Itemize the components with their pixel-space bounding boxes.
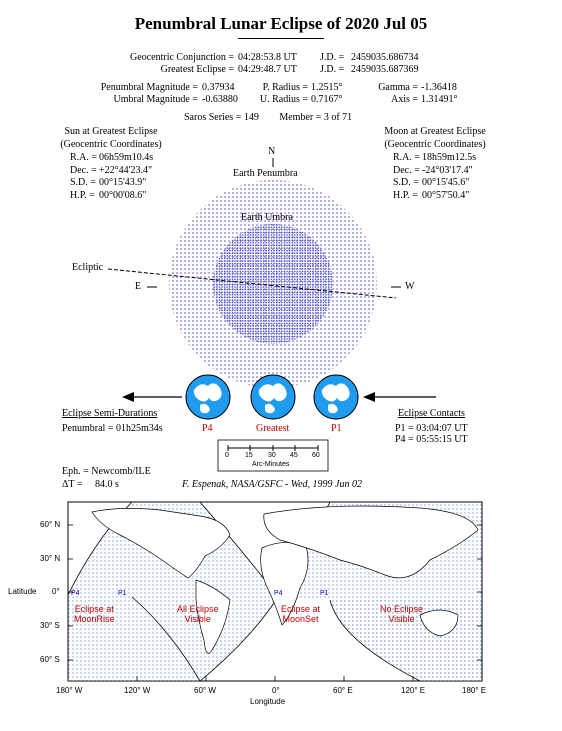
moon-hp: 00°57'50.4" [422, 189, 470, 201]
lon-tick-0: 0° [272, 686, 280, 695]
west-label: W [405, 281, 415, 292]
ecliptic-label: Ecliptic [72, 262, 104, 273]
zone-moonset-line2: MoonSet [282, 614, 319, 624]
delta-t-line [62, 479, 119, 491]
zone-all-line2: Visible [184, 614, 211, 624]
p4-label: P4 = [395, 434, 414, 445]
earth-umbra-disk [213, 224, 333, 344]
east-label: E [135, 281, 142, 292]
sun-hp: 00°00'08.6" [99, 189, 147, 201]
p-radius-value: 1.2515° [311, 82, 343, 93]
credit-line: F. Espenak, NASA/GSFC - Wed, 1999 Jun 02 [182, 479, 362, 490]
lon-tick-120w: 120° W [124, 686, 151, 695]
lon-tick-60e: 60° E [333, 686, 353, 695]
moon-subheading: (Geocentric Coordinates) [384, 138, 486, 150]
zone-no-eclipse [380, 604, 423, 624]
map-mark-p4-west: P4 [71, 590, 80, 597]
jd2-label: J.D. = [320, 64, 345, 75]
penumbra-label: Earth Penumbra [233, 168, 298, 179]
p-radius-label: P. Radius = [262, 82, 308, 93]
geo-conj-label: Geocentric Conjunction = [130, 52, 234, 63]
gamma-label: Gamma = [378, 82, 418, 93]
moon-heading: Moon at Greatest Eclipse [384, 126, 486, 137]
map-mark-p4-east: P4 [274, 590, 283, 597]
sun-hp-label: H.P. = [70, 189, 95, 201]
jd1-value: 2459035.686734 [351, 52, 419, 63]
lat-tick-0: 0° [52, 587, 60, 596]
moon-hp-label: H.P. = [393, 189, 418, 201]
scale-tick-45: 45 [290, 452, 298, 459]
moon-label-p1: P1 [331, 423, 342, 434]
north-label: N [268, 146, 276, 157]
contacts-heading: Eclipse Contacts [398, 408, 465, 419]
umb-mag-value: -0.63880 [202, 94, 238, 105]
axis-label: Axis = [390, 94, 418, 105]
zone-none-line1: No Eclipse [380, 604, 424, 614]
geo-conj-time: 04:28:53.8 UT [238, 52, 297, 63]
zone-none-line2: Visible [388, 614, 415, 624]
scale-label: Arc-Minutes [252, 461, 290, 468]
zone-moonrise-line1: Eclipse at [74, 604, 114, 614]
moon-ra-label: R.A. = [393, 152, 421, 163]
ephemeris-line [62, 466, 151, 478]
semi-durations-line [62, 423, 163, 435]
lat-tick-60n: 60° N [40, 520, 61, 529]
gamma-value: -1.36418 [421, 82, 457, 93]
lat-tick-30s: 30° S [40, 621, 60, 630]
axis-value: 1.31491° [421, 94, 458, 105]
pen-duration-value: 01h25m34s [115, 423, 163, 434]
moon-ra: 18h59m12.5s [422, 152, 477, 163]
left-arrow [122, 392, 182, 402]
zone-moonset-line1: Eclipse at [281, 604, 321, 614]
jd2-value: 2459035.687369 [351, 64, 419, 75]
pen-mag-value: 0.37934 [202, 82, 235, 93]
scale-tick-0: 0 [225, 452, 229, 459]
saros-label: Saros Series = [184, 112, 242, 123]
map-xlabel: Longitude [250, 697, 286, 706]
moon-p1 [314, 375, 358, 419]
jd1-label: J.D. = [320, 52, 345, 63]
moon-dec-label: Dec. = [393, 164, 420, 176]
zone-all-visible [177, 604, 219, 624]
sun-subheading: (Geocentric Coordinates) [60, 138, 162, 150]
map-mark-p1-east: P1 [320, 590, 329, 597]
scale-tick-15: 15 [245, 452, 253, 459]
map-ylabel: Latitude [8, 587, 37, 596]
p4-value: 05:55:15 UT [416, 434, 468, 445]
right-arrow [363, 392, 436, 402]
member-label: Member = [279, 112, 322, 123]
u-radius-value: 0.7167° [311, 94, 343, 105]
scale-tick-60: 60 [312, 452, 320, 459]
lon-tick-60w: 60° W [194, 686, 216, 695]
lon-tick-180e: 180° E [462, 686, 487, 695]
zone-all-line1: All Eclipse [177, 604, 219, 614]
page-title: Penumbral Lunar Eclipse of 2020 Jul 05 [134, 14, 428, 33]
zone-moonrise [74, 604, 115, 624]
moon-label-p4: P4 [202, 423, 213, 434]
moon-sd-label: S.D. = [393, 177, 419, 188]
sun-sd: 00°15'43.9" [99, 177, 147, 188]
delta-t-label: ΔT = [62, 479, 83, 490]
p1-value: 03:04:07 UT [416, 423, 468, 434]
pen-duration-label: Penumbral = [62, 423, 114, 434]
umb-mag-label: Umbral Magnitude = [113, 94, 198, 105]
zone-moonset [281, 604, 320, 624]
zone-moonrise-line2: MoonRise [74, 614, 115, 624]
pen-mag-label: Penumbral Magnitude = [100, 82, 198, 93]
p1-label: P1 = [395, 423, 414, 434]
sun-heading: Sun at Greatest Eclipse [64, 126, 158, 137]
lon-tick-120e: 120° E [401, 686, 426, 695]
delta-t-value: 84.0 s [95, 479, 119, 490]
scale-tick-30: 30 [268, 452, 276, 459]
eph-value: Newcomb/ILE [91, 466, 151, 477]
semi-durations-heading: Eclipse Semi-Durations [62, 408, 158, 419]
map-mark-p1-west: P1 [118, 590, 127, 597]
greatest-label: Greatest Eclipse = [160, 64, 234, 75]
member-value: 3 of 71 [323, 112, 353, 123]
u-radius-label: U. Radius = [259, 94, 308, 105]
sun-dec: +22°44'23.4" [99, 164, 153, 176]
sun-dec-label: Dec. = [70, 164, 97, 176]
moon-dec: -24°03'17.4" [422, 164, 473, 176]
lat-tick-60s: 60° S [40, 655, 60, 664]
saros-value: 149 [243, 112, 259, 123]
sun-ra-label: R.A. = [70, 152, 98, 163]
sun-sd-label: S.D. = [70, 177, 96, 188]
moon-sd: 00°15'45.6" [422, 177, 470, 188]
moon-greatest [251, 375, 295, 419]
sun-ra: 06h59m10.4s [99, 152, 154, 163]
moon-p4 [186, 375, 230, 419]
moon-label-greatest: Greatest [256, 423, 290, 434]
eph-label: Eph. = [62, 466, 89, 477]
contact-p4 [395, 434, 468, 446]
lat-tick-30n: 30° N [40, 554, 61, 563]
greatest-time: 04:29:48.7 UT [238, 64, 297, 75]
umbra-label: Earth Umbra [241, 212, 293, 223]
lon-tick-180w: 180° W [56, 686, 83, 695]
